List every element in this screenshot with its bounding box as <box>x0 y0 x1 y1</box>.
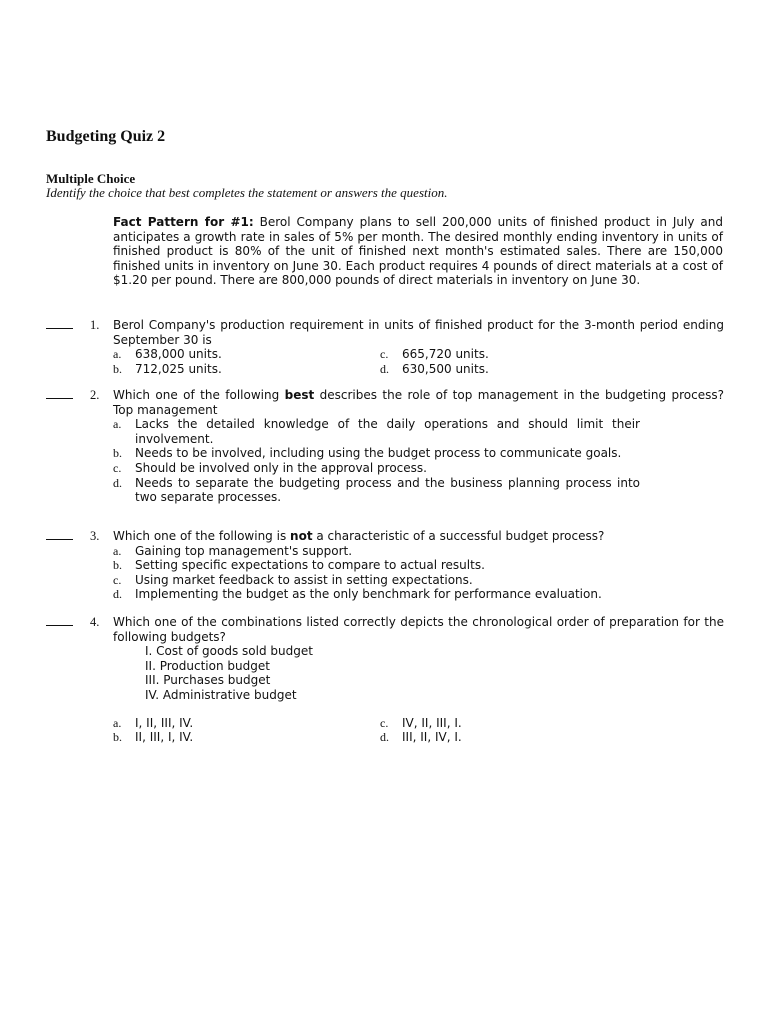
question-number: 3. <box>90 529 100 543</box>
question-text-part: Which one of the following <box>113 388 285 402</box>
question-text-part: describes the role of top management in the budgeting process? Top management <box>113 388 724 417</box>
budget-list-item: IV. Administrative budget <box>145 687 297 702</box>
fact-pattern <box>113 215 723 288</box>
option-letter: d. <box>380 361 389 376</box>
section-heading: Multiple Choice <box>46 171 136 186</box>
option-text: III, II, IV, I. <box>402 730 462 745</box>
option-d[interactable] <box>113 587 735 602</box>
option-grid <box>113 716 724 745</box>
option-b[interactable] <box>113 730 375 745</box>
option-a[interactable] <box>113 417 640 446</box>
option-letter: b. <box>113 730 122 745</box>
option-letter: a. <box>113 715 122 730</box>
option-text: Implementing the budget as the only benchmark for performance evaluation. <box>135 587 602 602</box>
fact-pattern-label: Fact Pattern for #1: <box>113 215 254 229</box>
option-text: Needs to be involved, including using the budget process to communicate goals. <box>135 446 622 461</box>
question-number: 4. <box>90 615 100 629</box>
option-letter: a. <box>113 417 122 432</box>
option-a[interactable] <box>113 544 735 559</box>
option-letter: c. <box>113 460 122 475</box>
option-letter: a. <box>113 347 122 362</box>
option-text: Setting specific expectations to compare to actual results. <box>135 558 485 573</box>
option-letter: d. <box>113 587 122 602</box>
option-letter: d. <box>380 730 389 745</box>
section-instructions: Identify the choice that best completes the statement or answers the question. <box>46 185 448 200</box>
option-d[interactable] <box>113 476 640 505</box>
option-list <box>113 544 724 602</box>
budget-list-item: I. Cost of goods sold budget <box>145 644 313 659</box>
option-letter: d. <box>113 475 122 490</box>
option-letter: b. <box>113 558 122 573</box>
document-title: Budgeting Quiz 2 <box>46 128 166 145</box>
question-number: 1. <box>90 318 100 332</box>
question-text: Which one of the combinations listed correctly depicts the chronological order of preparation for the following budgets? <box>113 615 724 644</box>
answer-blank[interactable] <box>46 328 73 329</box>
option-text: Should be involved only in the approval process. <box>135 460 427 475</box>
option-text: 638,000 units. <box>135 347 222 362</box>
question-number: 2. <box>90 388 100 402</box>
question-emphasis: not <box>290 529 313 543</box>
option-text: Needs to separate the budgeting process and the business planning process into two separate processes. <box>135 475 640 505</box>
option-text: 665,720 units. <box>402 347 489 362</box>
question-text <box>113 388 724 417</box>
fact-pattern-text: Berol Company plans to sell 200,000 units of finished product in July and anticipates a growth rate in sales of 5% per month. The desired monthly ending inventory in units of finished product is 80% of the unit of finished next month's estimated sales. There are 150,000 finished units in inventory on June 30. Each product requires 4 pounds of direct materials at a cost of $1.20 per pound. There are 800,000 pounds of direct materials in inventory on June 30. <box>113 215 724 288</box>
budget-list-item: II. Production budget <box>145 658 270 673</box>
option-c[interactable] <box>113 573 735 588</box>
option-list <box>113 417 724 505</box>
option-letter: a. <box>113 543 122 558</box>
question-text <box>113 529 724 544</box>
answer-blank[interactable] <box>46 625 73 626</box>
option-letter: c. <box>380 347 389 362</box>
option-text: 630,500 units. <box>402 361 489 376</box>
question-text: Berol Company's production requirement in units of finished product for the 3-month period ending September 30 is <box>113 318 724 347</box>
option-c[interactable] <box>380 347 642 362</box>
option-text: 712,025 units. <box>135 361 222 376</box>
option-b[interactable] <box>113 446 640 461</box>
option-text: I, II, III, IV. <box>135 715 194 730</box>
question-3 <box>46 529 724 602</box>
budget-list <box>145 644 724 702</box>
answer-blank[interactable] <box>46 398 73 399</box>
option-d[interactable] <box>380 362 642 377</box>
option-grid <box>113 347 724 376</box>
question-4 <box>46 615 724 745</box>
option-c[interactable] <box>113 461 640 476</box>
option-text: II, III, I, IV. <box>135 730 194 745</box>
question-2 <box>46 388 724 505</box>
option-d[interactable] <box>380 730 642 745</box>
option-a[interactable] <box>113 347 375 362</box>
option-letter: b. <box>113 446 122 461</box>
option-a[interactable] <box>113 716 375 731</box>
option-text: Gaining top management's support. <box>135 543 353 558</box>
answer-blank[interactable] <box>46 539 73 540</box>
option-text: Using market feedback to assist in setting expectations. <box>135 572 473 587</box>
option-letter: c. <box>380 715 389 730</box>
option-letter: c. <box>113 572 122 587</box>
option-text: Lacks the detailed knowledge of the daily operations and should limit their involvement. <box>135 417 640 446</box>
option-b[interactable] <box>113 362 375 377</box>
question-text-part: Which one of the following is <box>113 529 291 543</box>
option-b[interactable] <box>113 558 735 573</box>
question-1 <box>46 318 724 376</box>
option-letter: b. <box>113 361 122 376</box>
option-c[interactable] <box>380 716 642 731</box>
question-text-part: a characteristic of a successful budget process? <box>312 529 605 543</box>
option-text: IV, II, III, I. <box>402 715 462 730</box>
question-emphasis: best <box>284 388 315 402</box>
budget-list-item: III. Purchases budget <box>145 673 271 688</box>
